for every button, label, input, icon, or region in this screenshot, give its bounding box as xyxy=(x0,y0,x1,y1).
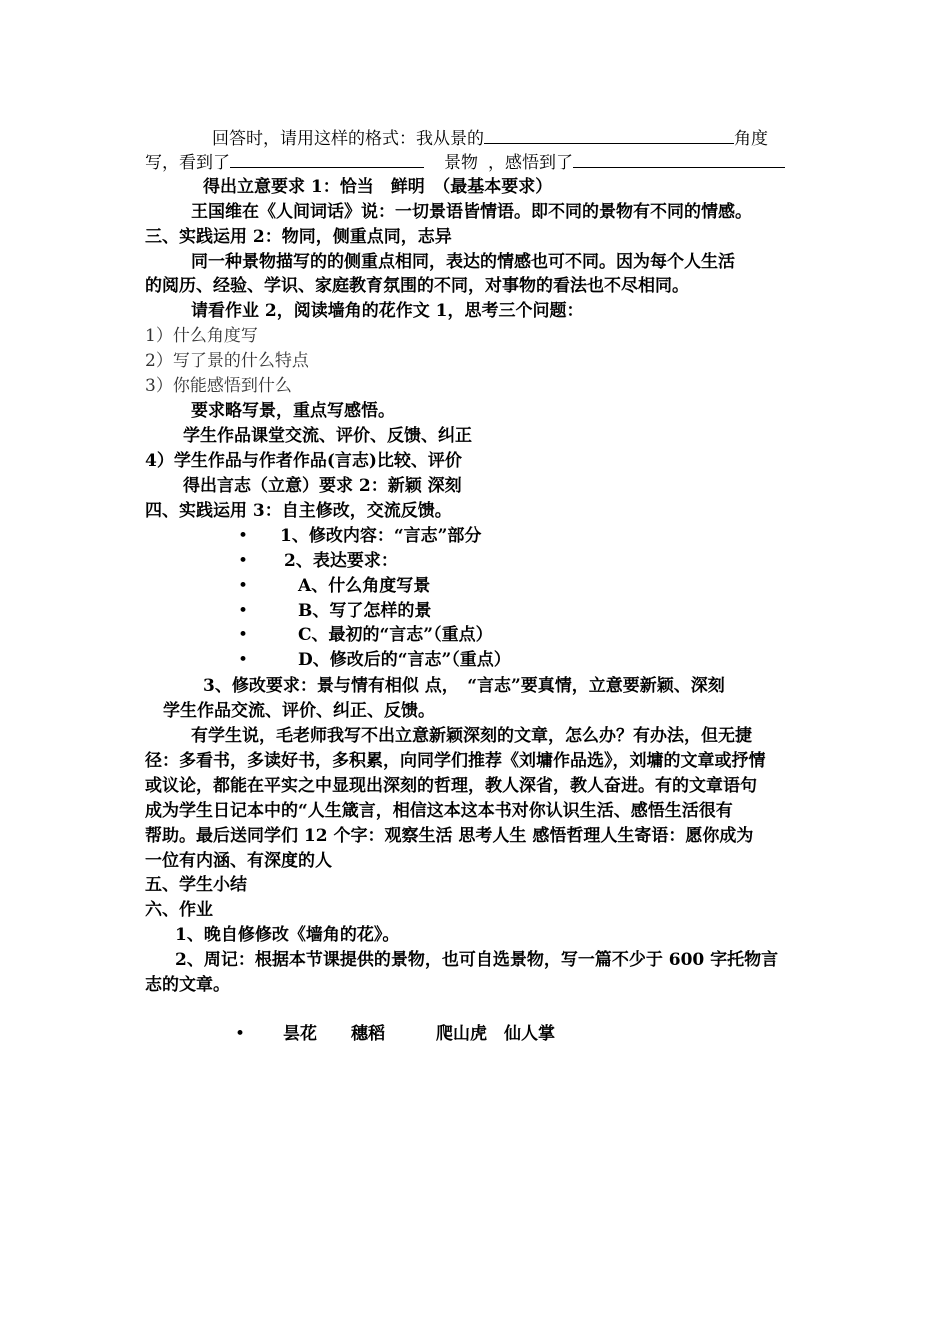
section-3-heading: 三、实践运用 2：物同，侧重点同，志异 xyxy=(145,227,452,247)
feel-label: ，感悟到了 xyxy=(488,153,573,173)
angle-blank[interactable] xyxy=(484,126,734,144)
bullet-icon: • xyxy=(238,526,249,546)
section-6-heading: 六、作业 xyxy=(145,900,213,920)
question-2: 2）写了景的什么特点 xyxy=(145,351,309,371)
comparison-step: 4）学生作品与作者作品(言志)比较、评价 xyxy=(145,451,462,471)
revision-requirement: 3、修改要求：景与情有相似 点， “言志”要真情，立意要新颖、深刻 xyxy=(203,676,725,696)
paragraph-line: 成为学生日记本中的“人生箴言，相信这本这本书对你认识生活、感悟生活很有 xyxy=(145,801,733,821)
paragraph-line: 有学生说，毛老师我写不出立意新颖深刻的文章，怎么办？有办法，但无捷 xyxy=(191,726,752,746)
bullet-icon: • xyxy=(238,551,249,571)
bullet-icon: • xyxy=(238,625,249,645)
writing-requirement: 要求略写景，重点写感悟。 xyxy=(191,401,395,421)
bullet-item: 1、修改内容：“言志”部分 xyxy=(280,526,482,546)
student-work-exchange: 学生作品课堂交流、评价、反馈、纠正 xyxy=(183,426,472,446)
answer-format-prefix: 回答时，请用这样的格式：我从景的 xyxy=(212,129,484,149)
requirement-1: 得出立意要求 1：恰当 鲜明 （最基本要求） xyxy=(203,177,553,197)
bullet-item: C、最初的“言志”（重点） xyxy=(298,625,493,645)
paragraph-line: 的阅历、经验、学识、家庭教育氛围的不同，对事物的看法也不尽相同。 xyxy=(145,276,689,296)
answer-format-line-1 xyxy=(212,126,768,151)
answer-format-line-2 xyxy=(145,150,785,175)
feeling-blank[interactable] xyxy=(573,150,785,168)
bullet-icon: • xyxy=(238,601,249,621)
scenery-blank[interactable] xyxy=(230,150,424,168)
paragraph-line: 帮助。最后送同学们 12 个字：观察生活 思考人生 感悟哲理人生寄语：愿你成为 xyxy=(145,826,754,846)
paragraph-line: 一位有内涵、有深度的人 xyxy=(145,851,332,871)
scenery-list: 昙花 穗稻 爬山虎 仙人掌 xyxy=(283,1024,555,1044)
scenery-label: 景物 xyxy=(444,153,478,173)
homework-2: 2、周记：根据本节课提供的景物，也可自选景物，写一篇不少于 600 字托物言 xyxy=(175,950,779,970)
bullet-item: A、什么角度写景 xyxy=(298,576,431,596)
paragraph-line: 同一种景物描写的的侧重点相同，表达的情感也可不同。因为每个人生活 xyxy=(191,252,735,272)
bullet-item: B、写了怎样的景 xyxy=(298,601,432,621)
section-5-heading: 五、学生小结 xyxy=(145,875,247,895)
bullet-icon: • xyxy=(238,650,249,670)
assignment-instruction: 请看作业 2，阅读墙角的花作文 1，思考三个问题： xyxy=(191,301,584,321)
bullet-icon: • xyxy=(235,1024,246,1044)
question-1: 1）什么角度写 xyxy=(145,326,258,346)
paragraph-line: 或议论，都能在平实之中显现出深刻的哲理，教人深省，教人奋进。有的文章语句 xyxy=(145,776,757,796)
paragraph-line: 径：多看书，多读好书，多积累，向同学们推荐《刘墉作品选》，刘墉的文章或抒情 xyxy=(145,751,766,771)
bullet-item: 2、表达要求： xyxy=(284,551,398,571)
see-label: 写，看到了 xyxy=(145,153,230,173)
question-3: 3）你能感悟到什么 xyxy=(145,376,292,396)
homework-1: 1、晚自修修改《墙角的花》。 xyxy=(175,925,400,945)
student-work-feedback: 学生作品交流、评价、纠正、反馈。 xyxy=(163,701,435,721)
bullet-icon: • xyxy=(238,576,249,596)
angle-label: 角度 xyxy=(734,129,768,149)
bullet-item: D、修改后的“言志”（重点） xyxy=(298,650,511,670)
homework-2-cont: 志的文章。 xyxy=(145,975,230,995)
requirement-2: 得出言志（立意）要求 2：新颖 深刻 xyxy=(183,476,462,496)
wang-guowei-quote: 王国维在《人间词话》说：一切景语皆情语。即不同的景物有不同的情感。 xyxy=(191,202,752,222)
section-4-heading: 四、实践运用 3：自主修改，交流反馈。 xyxy=(145,501,452,521)
